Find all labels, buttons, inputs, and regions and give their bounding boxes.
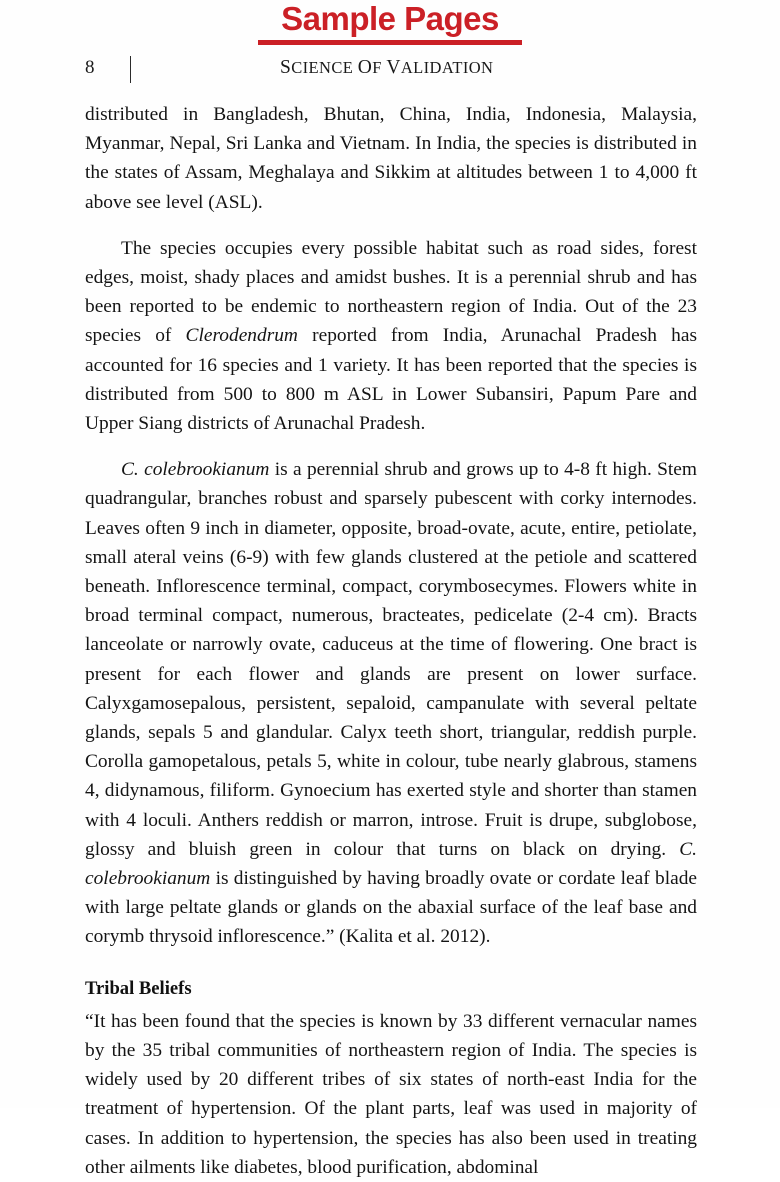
running-header <box>85 55 697 81</box>
watermark-underline-rule <box>258 40 522 45</box>
page-number: 8 <box>85 57 95 78</box>
running-title-of: F <box>372 58 382 77</box>
header-divider <box>130 56 131 83</box>
species-name-italic: C. colebrookianum <box>85 838 697 890</box>
paragraph-morphology: C. colebrookianum is a perennial shrub and grows up to 4-8 ft high. Stem quadrangular, branches robust and sparsely pubescent with corky internodes. Leaves often 9 inch in diameter, opposite, broad-ovate, acute, entire, petiolate, small ateral veins (6-9) with few glands clustered at the petiole and scattered beneath. Inflorescence terminal, compact, corymbosecymes. Flowers white in broad terminal compact, numerous, bracteates, pedicelate (2-4 cm). Bracts lanceolate or narrowly ovate, caduceus at the time of flowering. One bract is present for each flower and glands are present on lower surface. Calyxgamosepalous, persistent, sepaloid, campanulate with several peltate glands, sepals 5 and glandular. Calyx teeth short, triangular, reddish purple. Corolla gamopetalous, petals 5, white in colour, tube nearly glabrous, stamens 4, didynamous, filiform. Gynoecium has exerted style and shorter than stamen with 4 loculi. Anthers reddish or marron, introse. Fruit is drupe, subglobose, glossy and bluish green in colour that turns on black on drying. C. colebrookianum is distinguished by having broadly ovate or cordate leaf blade with large peltate glands or glands on the abaxial surface of the leaf base and corymb thrysoid inflorescence.” (Kalita et al. 2012). <box>85 459 698 948</box>
running-title-cap-v: V <box>386 57 401 78</box>
species-name-italic: C. colebrookianum <box>121 459 270 481</box>
paragraph-distribution: distributed in Bangladesh, Bhutan, China, India, Indonesia, Malaysia, Myanmar, Nepal, Sri Lanka and Vietnam. In India, the species is distributed in the states of Assam, Meghalaya and Sikkim at altitudes between 1 to 4,000 ft above see level (ASL). <box>85 104 697 213</box>
body-text-column <box>85 100 697 1182</box>
subheading-tribal-beliefs: Tribal Beliefs <box>85 977 192 999</box>
running-title-science: CIENCE <box>291 58 354 77</box>
species-name-italic: Clerodendrum <box>185 325 298 347</box>
watermark-label: Sample Pages <box>281 0 499 37</box>
paragraph-tribal-beliefs: “It has been found that the species is known by 33 different vernacular names by the 35 tribal communities of northeastern region of India. The species is widely used by 20 different tribes of six states of north-east India for the treatment of hypertension. Of the plant parts, leaf was used in majority of cases. In addition to hypertension, the species has also been used in treating other ailments like diabetes, blood purification, abdominal <box>85 1010 697 1178</box>
running-title <box>280 55 493 81</box>
sample-pages-watermark <box>0 0 780 45</box>
running-title-cap-o: O <box>357 57 373 78</box>
running-title-validation: ALIDATION <box>400 58 494 77</box>
paragraph-habitat: The species occupies every possible habitat such as road sides, forest edges, moist, shady places and amidst bushes. It is a perennial shrub and has been reported to be endemic to northeastern region of India. Out of the 23 species of Clerodendrum reported from India, Arunachal Pradesh has accounted for 16 species and 1 variety. It has been reported that the species is distributed from 500 to 800 m ASL in Lower Subansiri, Papum Pare and Upper Siang districts of Arunachal Pradesh. <box>85 237 698 435</box>
running-title-cap-s: S <box>280 57 292 78</box>
